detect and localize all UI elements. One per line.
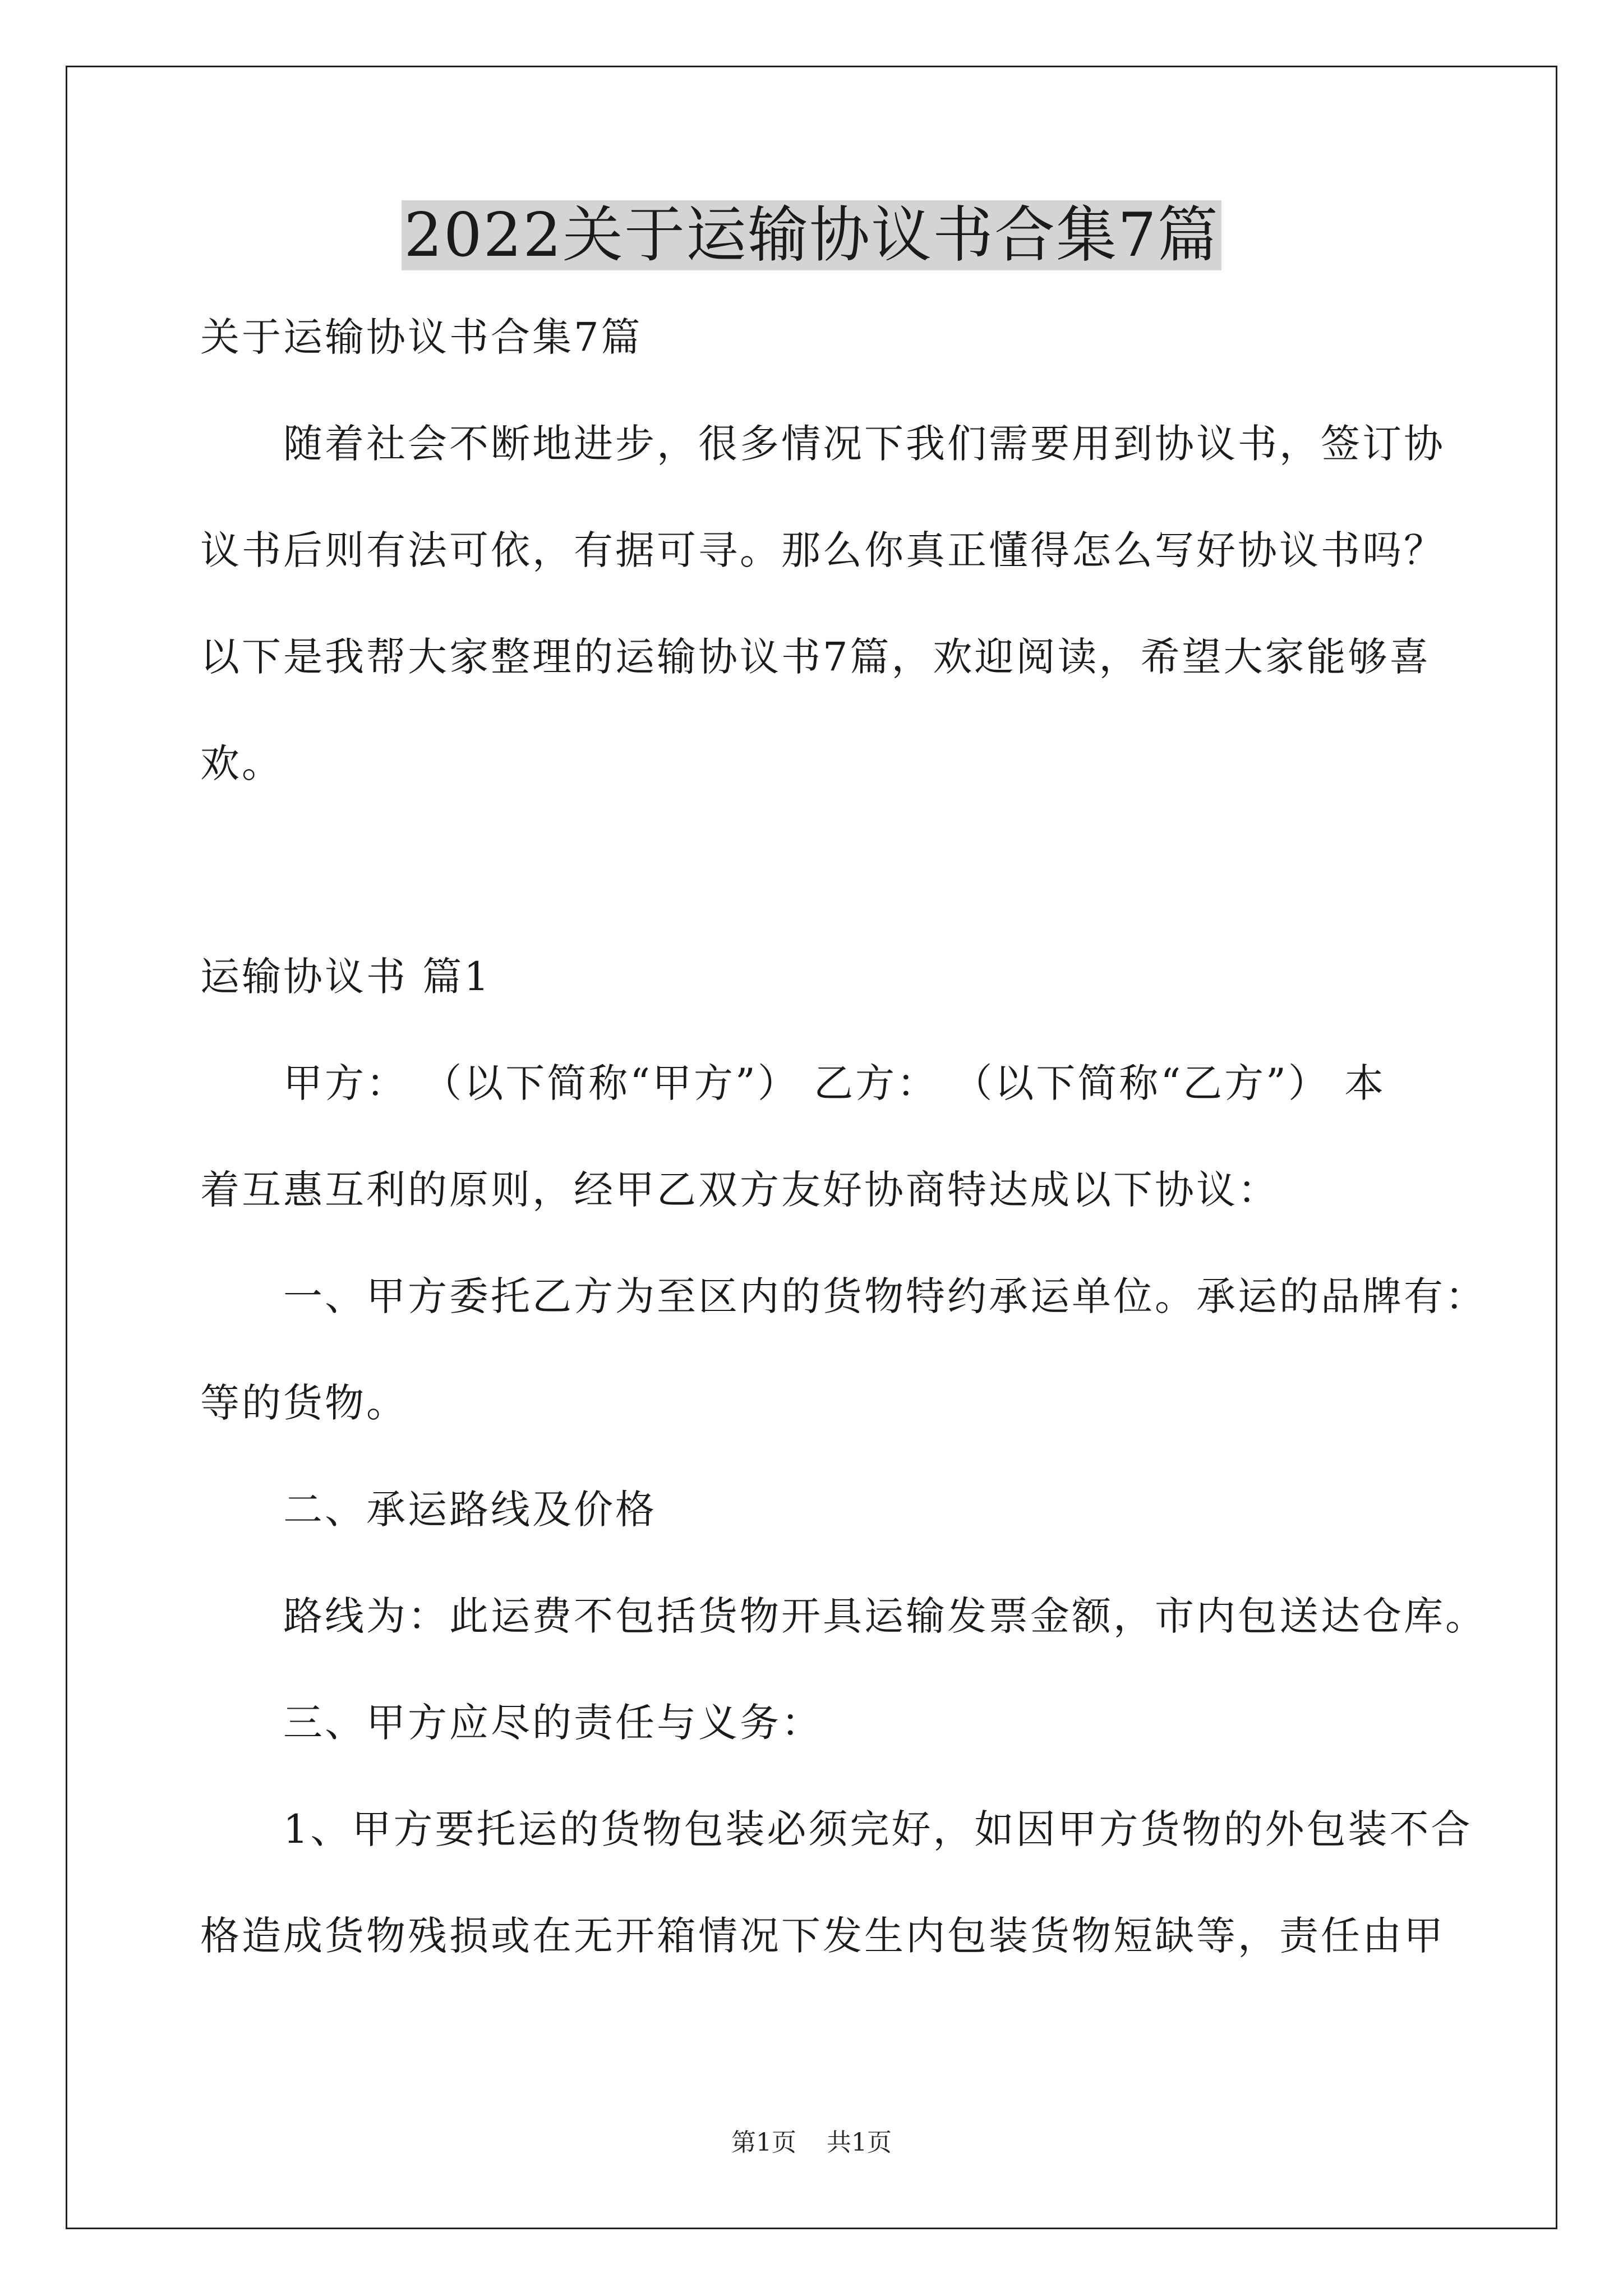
- intro-line: 随着社会不断地进步，很多情况下我们需要用到协议书，签订协: [283, 421, 1445, 467]
- page-number-current: 第1页: [731, 2128, 796, 2157]
- intro-line: 以下是我帮大家整理的运输协议书7篇，欢迎阅读，希望大家能够喜: [200, 634, 1431, 680]
- body-line: 路线为：此运费不包括货物开具运输发票金额，市内包送达仓库。: [283, 1593, 1487, 1639]
- body-line: 二、承运路线及价格: [283, 1487, 657, 1533]
- document-title: [0, 199, 1623, 272]
- section-heading: 运输协议书 篇1: [200, 954, 491, 1000]
- intro-line: 欢。: [200, 740, 283, 786]
- body-line: 等的货物。: [200, 1380, 408, 1426]
- body-line: 1、甲方要托运的货物包装必须完好，如因甲方货物的外包装不合: [283, 1806, 1473, 1852]
- document-subtitle: 关于运输协议书合集7篇: [200, 314, 643, 360]
- document-title-text: 2022关于运输协议书合集7篇: [402, 200, 1221, 270]
- body-line: 一、甲方委托乙方为至区内的货物特约承运单位。承运的品牌有：: [283, 1273, 1487, 1319]
- intro-line: 议书后则有法可依，有据可寻。那么你真正懂得怎么写好协议书吗？: [200, 527, 1445, 573]
- page-number-total: 共1页: [827, 2128, 892, 2157]
- body-line: 着互惠互利的原则，经甲乙双方友好协商特达成以下协议：: [200, 1167, 1279, 1213]
- page-footer: [0, 2126, 1623, 2160]
- body-line: 三、甲方应尽的责任与义务：: [283, 1700, 823, 1746]
- body-line: 甲方： （以下简称“甲方”） 乙方： （以下简称“乙方”） 本: [283, 1060, 1386, 1106]
- paragraph-gap: [200, 839, 1428, 945]
- document-body: [200, 306, 1487, 2011]
- body-line: 格造成货物残损或在无开箱情况下发生内包装货物短缺等，责任由甲: [200, 1913, 1445, 1959]
